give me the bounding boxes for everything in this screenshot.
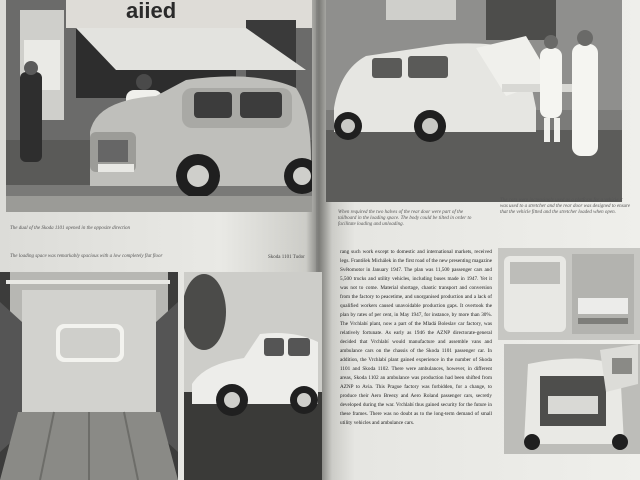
caption-right-top-1: When required the two halves of the rear door were part of the tailboard in the loading space. The body could be tilted in order to facilitate loading and unloading.	[338, 210, 472, 227]
photo-car-in-park-image	[184, 272, 322, 480]
caption-right-top-2: The cars were increasingly used as a platform for a vehicle it was used to a stretcher and the rear door was designed to ensure that the vehicle fitted and the stretcher loaded when open.	[500, 198, 630, 215]
body-text: rang such work except to domestic and international markets, received legs. František Michálek in the first road of the new presenting magazine Světomotor in January 1947. The plan was 11,500 passenger cars and 5,500 trucks and utility vehicles, including buses made in 1947. Yet it was not to come. Material shortage, chaotic transport and conversion from the factory to peacetime, and unorganised production and a lack of qualified workers caused unavoidable production gaps. It overtook the plan by rates of per cent, in May 1947, for instance, by more than 30%. The Vrchlabí plant, now a part of the Mladá Boleslav car factory, was relatively fortunate. As early as 1946 the AZNP directorate-general decided that Vrchlabí would manufacture and assemble vans and ambulance cars on the chassis of the Skoda 1101 passenger car. In addition, the Vrchlabí plant gained experience in the number of Skoda 1101 and Skoda 1102. There were ambulances, however, in different areas, Skoda 1102 an ambulance was production had been shifted from AZNP to Avia. This Prague factory was forbidden, for a change, to produce their Aero Breezy and Aero Roland passenger cars, secretly developed during the war. Vrchlabí thus gained security for the future in these frames. There was no doubt as to the long-term demand of small utility vehicles and ambulance cars.	[340, 249, 492, 426]
photo-ambulance-loading	[326, 0, 622, 202]
photo-van-rear-open	[504, 344, 640, 454]
caption-left-mid: The loading space was remarkably spacious with a low completely flat floor	[10, 254, 163, 259]
photo-van-rear-open-image	[504, 344, 640, 454]
photo-van-interior	[498, 248, 640, 340]
photo-loading-space	[0, 272, 178, 480]
photo-loading-space-image	[0, 272, 178, 480]
photo-van-at-shop-image	[6, 0, 312, 212]
caption-left-top: The dual of the Skoda 1101 opened in the opposite direction	[10, 226, 130, 231]
shop-sign-text: aiied	[126, 0, 177, 23]
running-head: Skoda 1101 Tudor	[268, 255, 305, 260]
photo-ambulance-loading-image	[326, 0, 622, 202]
photo-van-interior-image	[498, 248, 640, 340]
photo-car-in-park	[184, 272, 322, 480]
photo-van-at-shop	[6, 0, 312, 212]
